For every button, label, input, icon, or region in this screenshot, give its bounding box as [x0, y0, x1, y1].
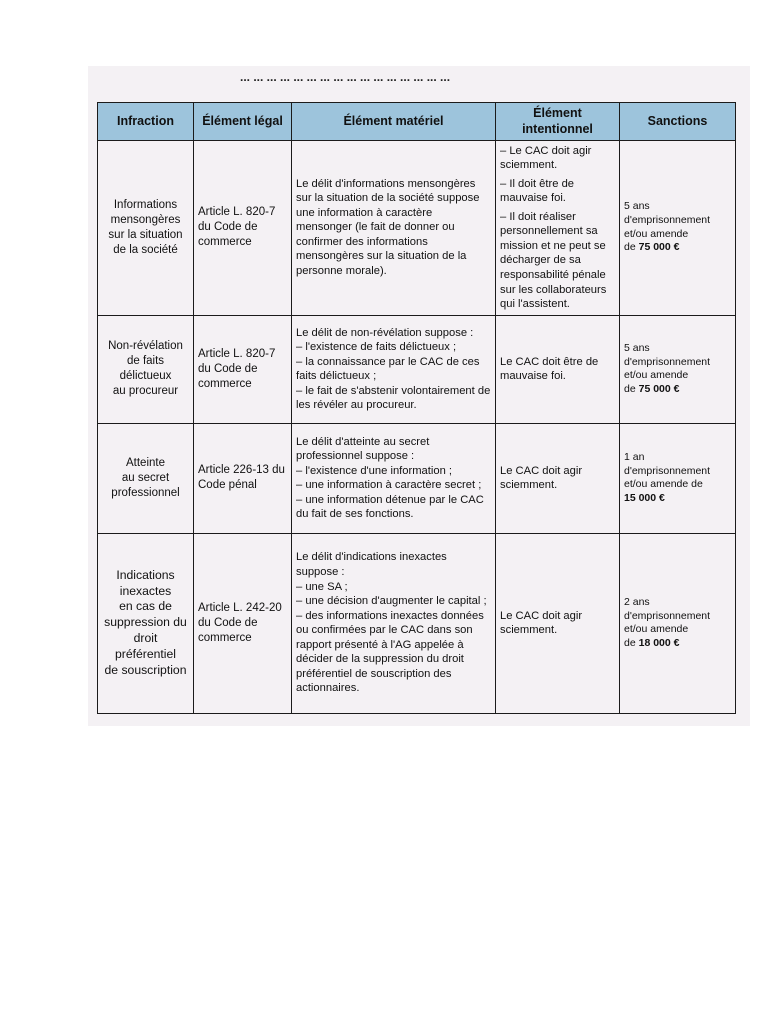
text-line: mensongères: [110, 213, 181, 226]
sanction-fine-label: et/ou amende: [624, 623, 689, 636]
text-line: – l'existence de faits délictueux ;: [296, 341, 457, 354]
sanction-fine-prefix: de: [624, 241, 636, 254]
text-line: Non-révélation: [108, 340, 183, 353]
cell-element-materiel: [292, 140, 496, 315]
text-line: commerce: [198, 631, 252, 644]
cell-sanctions: [620, 533, 736, 713]
sanction-prison: d'emprisonnement: [624, 355, 711, 368]
text-line: du Code de: [198, 221, 258, 234]
text-line: Le délit d'informations mensongères sur la situation de la société suppose une information à caractère mensonger (le fait de donner ou confirmer des informations mensongères sur la situation de la personne morale).: [296, 177, 480, 277]
text-line: – l'existence d'une information ;: [296, 464, 453, 477]
sanction-duration: 2 ans: [624, 595, 650, 608]
text-line: – des informations inexactes données ou confirmées par le CAC dans son rapport présenté à l'AG appelée à décider de la suppression du droit préférentiel de souscription des actionnaires.: [296, 609, 484, 695]
text-line: Article L. 242-20: [198, 601, 282, 614]
header-infraction: Infraction: [98, 103, 194, 141]
sanction-fine-prefix: de: [624, 636, 636, 649]
text-line: inexactes: [119, 583, 172, 598]
cell-sanctions: [620, 315, 736, 423]
text-line: – Il doit être de mauvaise foi.: [500, 177, 575, 205]
sanction-fine-prefix: de: [624, 382, 636, 395]
cell-element-legal: [194, 140, 292, 315]
text-line: Code pénal: [198, 479, 257, 492]
sanction-fine-label: et/ou amende: [624, 369, 689, 382]
cell-element-legal: [194, 533, 292, 713]
text-line: de faits: [126, 355, 165, 368]
sanction-prison: d'emprisonnement: [624, 609, 711, 622]
header-element-legal: Élément légal: [194, 103, 292, 141]
cell-element-materiel: [292, 423, 496, 533]
text-line: au procureur: [112, 385, 179, 398]
cell-element-legal: [194, 423, 292, 533]
text-line: Article L. 820-7: [198, 347, 276, 360]
offences-table: [97, 102, 736, 714]
text-line: commerce: [198, 236, 252, 249]
header-element-materiel: Élément matériel: [292, 103, 496, 141]
sanction-fine-label: et/ou amende: [624, 227, 689, 240]
cell-infraction: [98, 423, 194, 533]
header-row: [98, 103, 736, 141]
text-line: commerce: [198, 377, 252, 390]
text-line: – Il doit réaliser personnellement sa mission et ne peut se décharger de sa responsabilité pénale sur les collaborateurs qui l'assistent.: [500, 210, 607, 311]
text-line: – une SA ;: [296, 580, 348, 593]
cell-infraction: [98, 315, 194, 423]
cell-element-intentionnel: [496, 315, 620, 423]
text-line: Le délit d'atteinte au secret professionnel suppose :: [296, 435, 430, 463]
text-line: – une information détenue par le CAC du fait de ses fonctions.: [296, 493, 484, 521]
cell-sanctions: [620, 423, 736, 533]
sanction-fine-amount: 18 000 €: [638, 636, 680, 649]
text-line: Le délit de non-révélation suppose :: [296, 326, 474, 339]
text-line: – une décision d'augmenter le capital ;: [296, 595, 487, 608]
text-line: Article L. 820-7: [198, 206, 276, 219]
cell-sanctions: [620, 140, 736, 315]
sanction-fine-amount: 75 000 €: [638, 382, 680, 395]
text-line: Le délit d'indications inexactes suppose :: [296, 551, 447, 578]
cell-infraction: [98, 533, 194, 713]
sanction-fine-amount: 15 000 €: [624, 491, 665, 504]
sanction-fine-amount: 75 000 €: [638, 241, 680, 254]
table-row: [98, 140, 736, 315]
text-line: Informations: [113, 198, 178, 211]
text-line: de souscription: [104, 662, 187, 677]
text-line: Indications: [116, 567, 175, 582]
sanction-prison: d'emprisonnement: [624, 464, 711, 477]
header-element-intentionnel: Élément intentionnel: [496, 103, 620, 141]
text-line: délictueux: [119, 370, 172, 383]
sanction-fine-label: et/ou amende de: [624, 478, 703, 491]
text-line: – une information à caractère secret ;: [296, 479, 482, 492]
text-line: Atteinte: [126, 456, 165, 469]
cell-infraction: [98, 140, 194, 315]
text-line: Le CAC doit agir sciemment.: [500, 609, 583, 637]
cell-element-intentionnel: [496, 533, 620, 713]
cell-element-intentionnel: [496, 423, 620, 533]
text-line: en cas de: [119, 599, 172, 614]
text-line: – la connaissance par le CAC de ces faits délictueux ;: [296, 355, 480, 383]
text-line: du Code de: [198, 616, 258, 629]
text-line: – le fait de s'abstenir volontairement de les révéler au procureur.: [296, 384, 491, 412]
text-line: sur la situation: [108, 228, 183, 241]
cell-element-intentionnel: [496, 140, 620, 315]
text-line: au secret: [121, 471, 170, 484]
cell-element-legal: [194, 315, 292, 423]
text-line: – Le CAC doit agir sciemment.: [500, 144, 592, 172]
sanction-prison: d'emprisonnement: [624, 213, 711, 226]
cell-element-materiel: [292, 533, 496, 713]
text-line: du Code de: [198, 362, 258, 375]
text-line: professionnel: [111, 486, 180, 499]
text-line: suppression du: [104, 615, 187, 630]
table-row: [98, 533, 736, 713]
header-sanctions: Sanctions: [620, 103, 736, 141]
table-row: [98, 315, 736, 423]
text-line: de la société: [113, 243, 178, 256]
text-line: droit préférentiel: [115, 631, 176, 661]
sanction-duration: 5 ans: [624, 341, 650, 354]
text-line: Le CAC doit être de mauvaise foi.: [500, 355, 599, 383]
cropped-heading-fragment: ... ... ... ... ... ... ... ... ... ... ... ... ... ... ... ...: [240, 70, 451, 84]
text-line: Le CAC doit agir sciemment.: [500, 464, 583, 492]
cell-element-materiel: [292, 315, 496, 423]
table-row: [98, 423, 736, 533]
sanction-duration: 1 an: [624, 450, 645, 463]
sanction-duration: 5 ans: [624, 200, 650, 213]
text-line: Article 226-13 du: [198, 464, 285, 477]
